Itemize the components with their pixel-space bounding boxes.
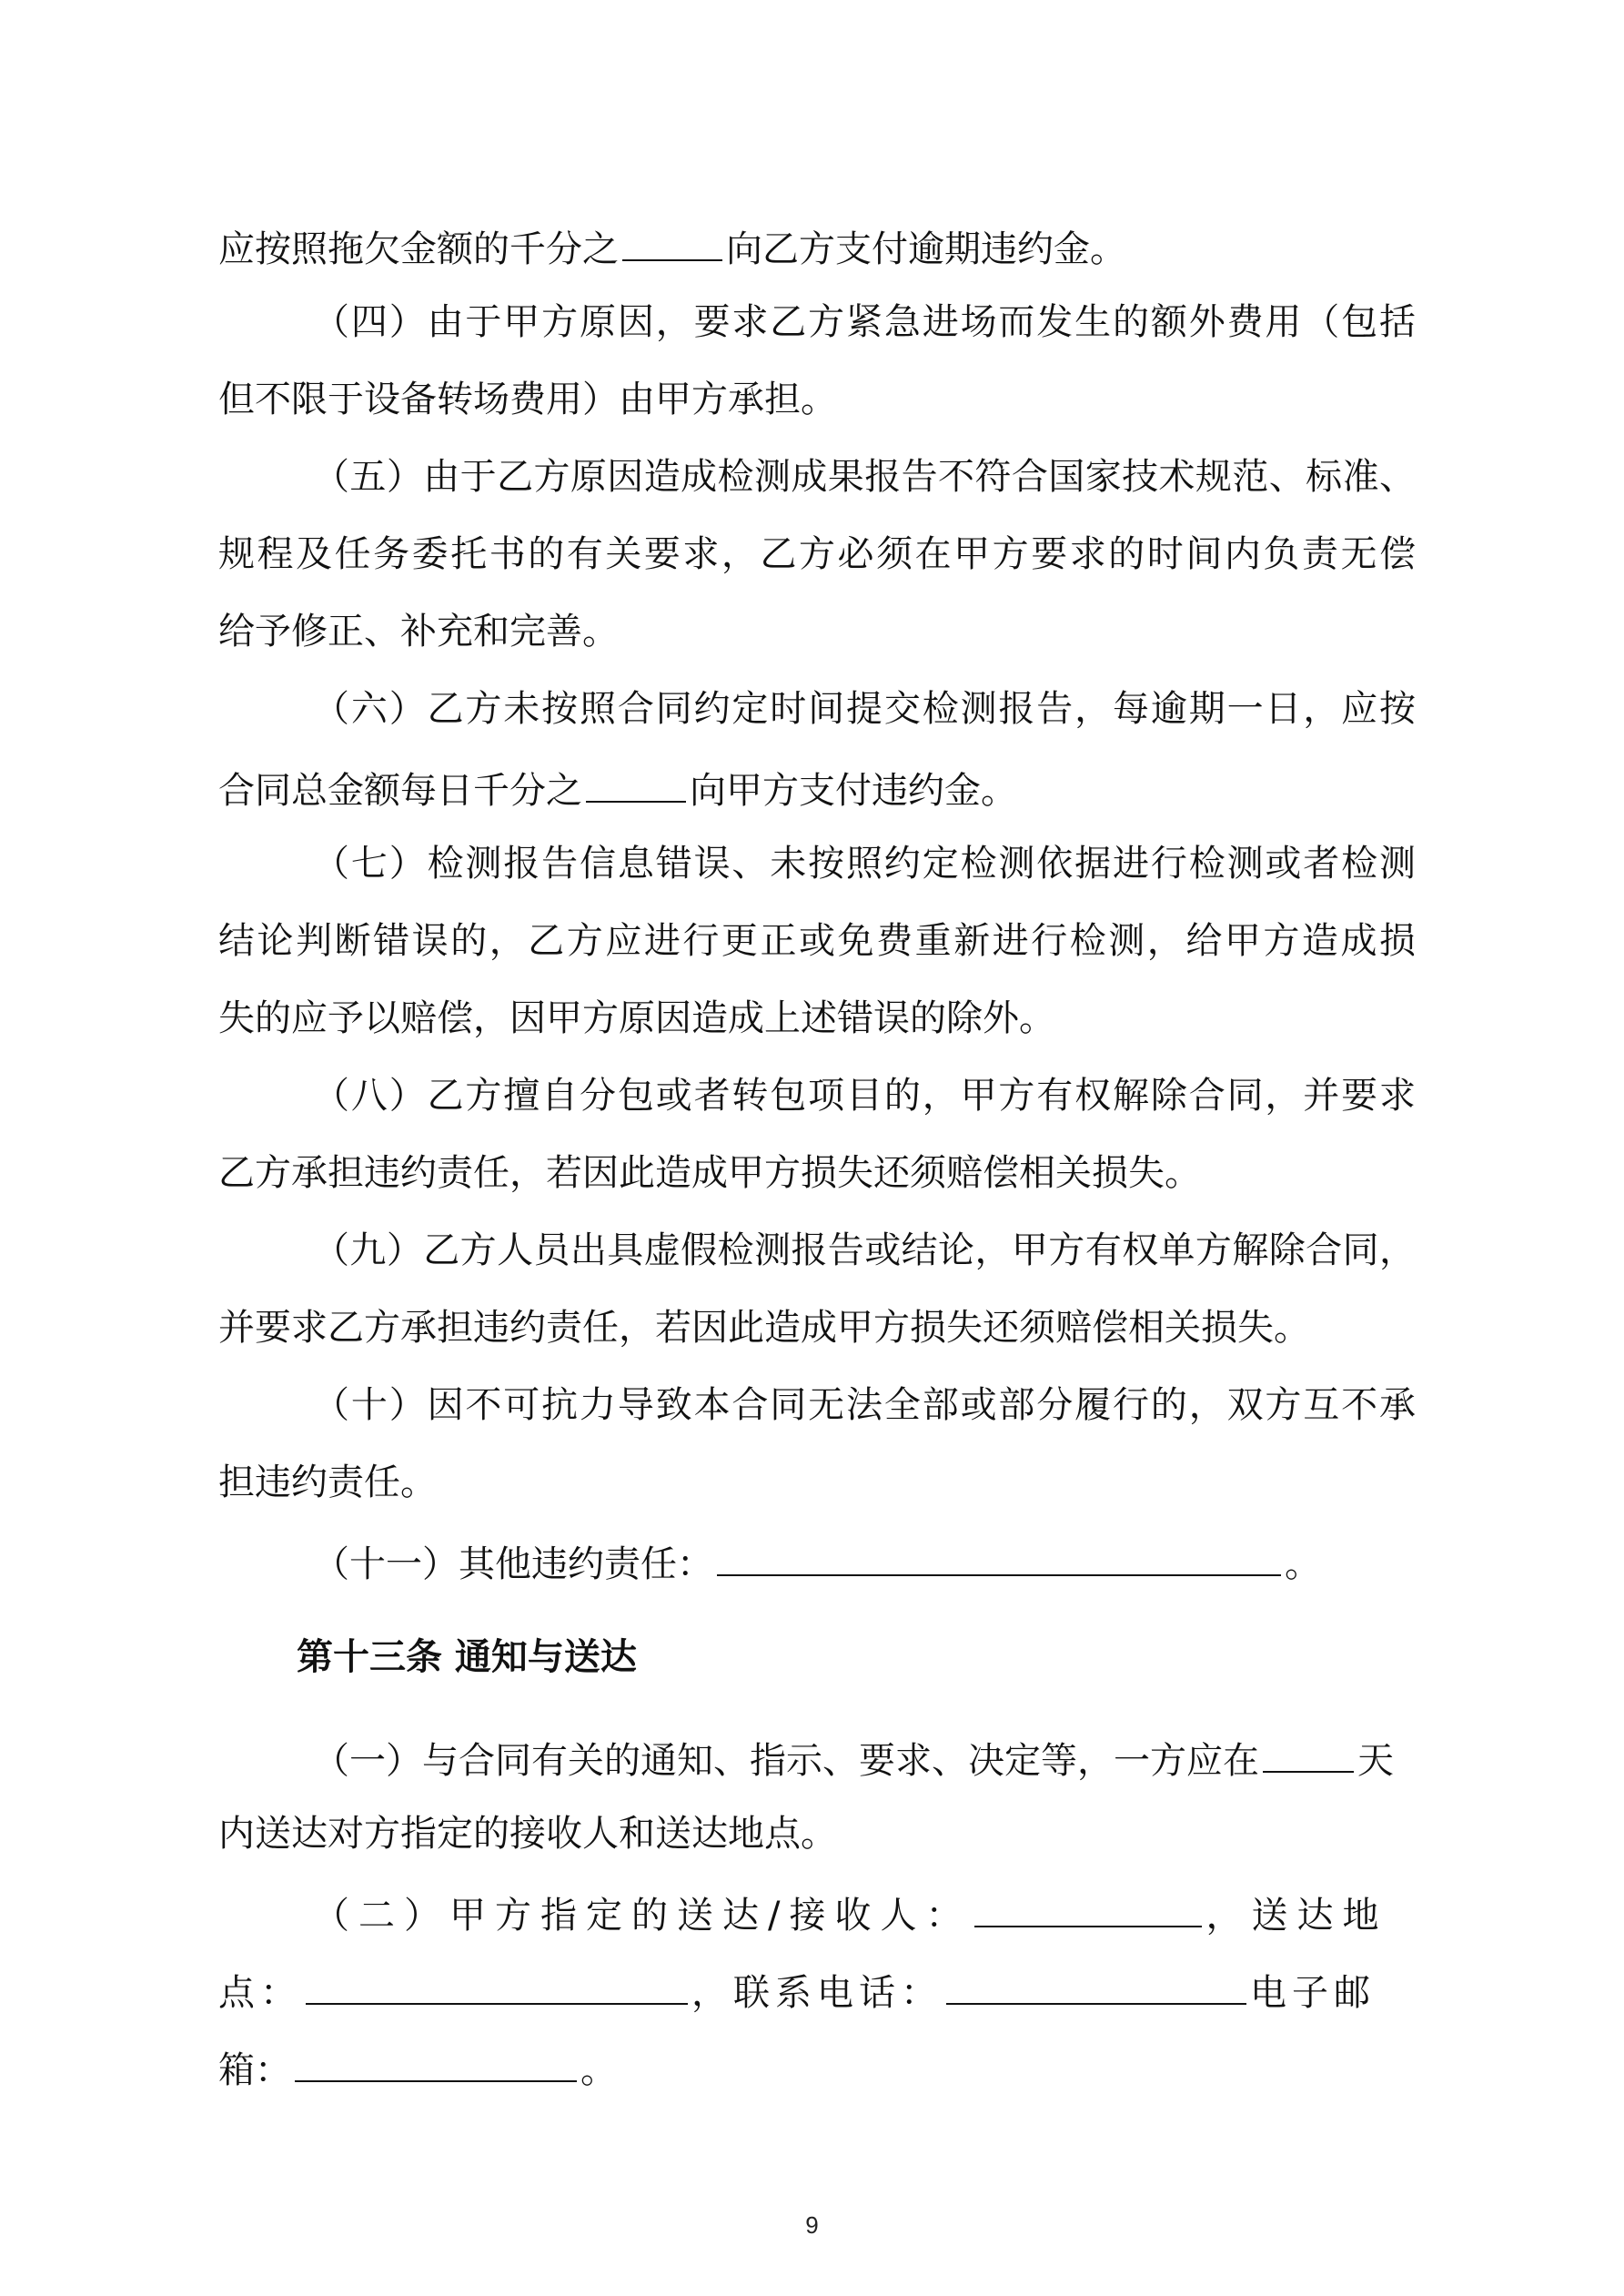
paragraph-9-line-2: 并要求乙方承担违约责任，若因此造成甲方损失还须赔偿相关损失。 xyxy=(218,1307,1310,1349)
paragraph-8-line-2: 乙方承担违约责任，若因此造成甲方损失还须赔偿相关损失。 xyxy=(218,1152,1201,1194)
blank-line xyxy=(622,219,722,261)
paragraph-10-line-2: 担违约责任。 xyxy=(218,1462,437,1503)
blank-line xyxy=(717,1534,1281,1576)
blank-line xyxy=(946,1963,1246,2005)
paragraph-3-tail: 应按照拖欠金额的千分之 向乙方支付逾期违约金。 xyxy=(218,219,1419,275)
clause-13-1-line-2: 内送达对方指定的接收人和送达地点。 xyxy=(218,1813,837,1855)
clause-13-2-line-1: （二）甲方指定的送达/接收人： ，送达地 xyxy=(313,1886,1416,1941)
paragraph-6-line-1: （六）乙方未按照合同约定时间提交检测报告，每逾期一日，应按 xyxy=(313,688,1416,730)
clause-13-2-line-2: 点： ，联系电话： 电子邮 xyxy=(218,1963,1419,2018)
paragraph-7-line-1: （七）检测报告信息错误、未按照约定检测依据进行检测或者检测 xyxy=(313,843,1416,885)
blank-line xyxy=(1263,1731,1354,1773)
paragraph-5-line-2: 规程及任务委托书的有关要求，乙方必须在甲方要求的时间内负责无偿 xyxy=(218,533,1416,575)
clause-13-2-line-3: 箱： 。 xyxy=(218,2040,1419,2096)
paragraph-10-line-1: （十）因不可抗力导致本合同无法全部或部分履行的，双方互不承 xyxy=(313,1384,1416,1426)
clause-13-1-line-1: （一）与合同有关的通知、指示、要求、决定等，一方应在 天 xyxy=(313,1731,1514,1786)
blank-line xyxy=(586,761,686,803)
paragraph-4-line-1: （四）由于甲方原因，要求乙方紧急进场而发生的额外费用（包括 xyxy=(313,301,1416,343)
blank-line xyxy=(974,1886,1202,1927)
paragraph-7-line-2: 结论判断错误的，乙方应进行更正或免费重新进行检测，给甲方造成损 xyxy=(218,920,1416,962)
blank-line xyxy=(295,2040,577,2082)
paragraph-5-line-3: 给予修正、补充和完善。 xyxy=(218,611,619,652)
page-number: 9 xyxy=(805,2211,819,2239)
paragraph-4-line-2: 但不限于设备转场费用）由甲方承担。 xyxy=(218,379,837,420)
paragraph-7-line-3: 失的应予以赔偿，因甲方原因造成上述错误的除外。 xyxy=(218,997,1055,1039)
blank-line xyxy=(306,1963,688,2005)
section-13-heading: 第十三条 通知与送达 xyxy=(297,1636,637,1678)
paragraph-9-line-1: （九）乙方人员出具虚假检测报告或结论，甲方有权单方解除合同， xyxy=(313,1229,1416,1271)
paragraph-6-line-2: 合同总金额每日千分之 向甲方支付违约金。 xyxy=(218,761,1419,816)
paragraph-11: （十一）其他违约责任： 。 xyxy=(313,1534,1514,1590)
paragraph-5-line-1: （五）由于乙方原因造成检测成果报告不符合国家技术规范、标准、 xyxy=(313,456,1416,498)
paragraph-8-line-1: （八）乙方擅自分包或者转包项目的，甲方有权解除合同，并要求 xyxy=(313,1075,1416,1117)
